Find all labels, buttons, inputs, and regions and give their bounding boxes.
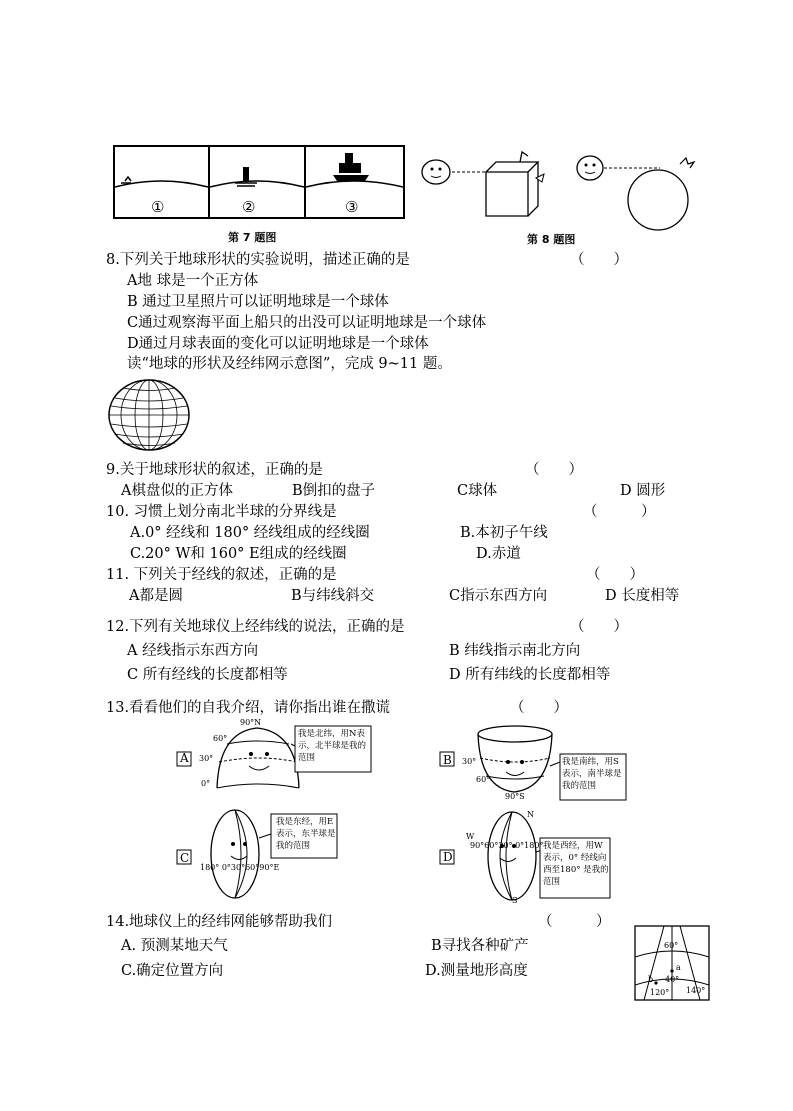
q12-stem: 12.下列有关地球仪上经纬线的说法，正确的是 — [106, 619, 405, 635]
grid-lat40: 40° — [665, 975, 680, 984]
grid-a: a — [676, 963, 681, 972]
q12-option-c: C 所有经线的长度都相等 — [127, 667, 288, 683]
figure-c-drawing — [175, 808, 375, 900]
figure-d-letter: D — [443, 850, 453, 864]
q12-option-b: B 纬线指示南北方向 — [449, 643, 581, 659]
q9-option-b: B倒扣的盘子 — [292, 483, 376, 499]
figure-a-lat0: 0° — [201, 779, 211, 788]
q9-answer-paren: （ ） — [525, 462, 583, 478]
q12-option-d: D 所有纬线的长度都相等 — [449, 667, 611, 683]
q11-option-d: D 长度相等 — [605, 588, 680, 604]
q8-option-c: C通过观察海平面上船只的出没可以证明地球是一个球体 — [127, 315, 487, 331]
globe-grid-figure — [107, 378, 191, 452]
panel-1-label: ① — [151, 198, 165, 216]
figure-8-drawing — [418, 148, 698, 238]
q12-answer-paren: （ ） — [570, 619, 628, 635]
q11-answer-paren: （ ） — [586, 567, 644, 583]
q9-option-d: D 圆形 — [620, 483, 666, 499]
figure-b-lat60: 60° — [476, 775, 491, 784]
q8-stem: 8.下列关于地球形状的实验说明，描述正确的是 — [106, 252, 410, 268]
q9-stem: 9.关于地球形状的叙述，正确的是 — [106, 462, 323, 478]
q10-option-b: B.本初子午线 — [460, 525, 548, 541]
figure-b-bubble: 我是南纬，用S表示，南半球是我的范围 — [562, 757, 622, 791]
q8-answer-paren: （ ） — [570, 252, 628, 268]
figure-b-letter: B — [443, 753, 452, 767]
q9-option-a: A棋盘似的正方体 — [121, 483, 233, 499]
figure-7-caption: 第 7 题图 — [228, 231, 277, 244]
figure-a-letter: A — [180, 751, 189, 765]
grid-lat60: 60° — [664, 941, 679, 950]
q11-stem: 11. 下列关于经线的叙述，正确的是 — [106, 567, 337, 583]
q11-option-c: C指示东西方向 — [449, 588, 548, 604]
panel-2-label: ② — [242, 198, 256, 216]
panel-3-label: ③ — [345, 198, 359, 216]
figure-a-bubble: 我是北纬，用N表示，北半球是我的范围 — [298, 729, 367, 763]
figure-d-drawing — [440, 808, 640, 904]
figure-c-bubble: 我是东经，用E表示，东半球是我的范围 — [276, 817, 336, 851]
figure-d-lon: 90°60°30° 0°180° — [470, 841, 544, 850]
q14-stem: 14.地球仪上的经纬网能够帮助我们 — [106, 914, 333, 930]
grid-b: b — [648, 975, 654, 984]
figure-b-lat90: 90°S — [505, 792, 525, 801]
figure-c-letter: C — [180, 851, 190, 865]
q14-answer-paren: （ ） — [538, 914, 611, 930]
figure-a-lat60: 60° — [213, 734, 228, 743]
q10-option-c: C.20° W和 160° E组成的经线圈 — [130, 546, 347, 562]
grid-lon140: 140° — [686, 986, 706, 995]
q8-option-a: A地 球是一个正方体 — [127, 273, 259, 289]
q10-option-a: A.0° 经线和 180° 经线组成的经线圈 — [130, 525, 370, 541]
q11-option-a: A都是圆 — [129, 588, 183, 604]
q10-option-d: D.赤道 — [476, 546, 521, 562]
figure-b-lat30: 30° — [462, 757, 477, 766]
figure-d-north: N — [527, 810, 534, 819]
q13-stem: 13.看看他们的自我介绍，请你指出谁在撒谎 — [106, 700, 391, 716]
q8-option-b: B 通过卫星照片可以证明地球是一个球体 — [127, 294, 389, 310]
figure-d-bubble: 我是西经，用W表示，0° 经线向西至180° 是我的范围 — [543, 841, 609, 887]
figure-8-caption: 第 8 题图 — [527, 233, 576, 246]
q14-option-d: D.测量地形高度 — [425, 963, 528, 979]
q12-option-a: A 经线指示东西方向 — [127, 643, 259, 659]
figure-d-south: S — [512, 896, 518, 905]
q14-option-a: A. 预测某地天气 — [121, 938, 228, 954]
section-intro: 读“地球的形状及经纬网示意图”，完成 9~11 题。 — [127, 356, 452, 372]
figure-c-lon: 180° 0°30°60°90°E — [200, 863, 280, 872]
q8-option-d: D通过月球表面的变化可以证明地球是一个球体 — [127, 336, 429, 352]
q10-stem: 10. 习惯上划分南北半球的分界线是 — [106, 504, 337, 520]
q11-option-b: B与纬线斜交 — [291, 588, 375, 604]
figure-a-lat30: 30° — [199, 754, 214, 763]
figure-d-west: W — [466, 832, 475, 841]
q13-answer-paren: （ ） — [510, 700, 568, 716]
grid-lon120: 120° — [650, 988, 670, 997]
q9-option-c: C球体 — [457, 483, 498, 499]
q14-option-b: B寻找各种矿产 — [431, 938, 529, 954]
q14-option-c: C.确定位置方向 — [121, 963, 224, 979]
figure-a-lat90: 90°N — [240, 718, 262, 727]
q10-answer-paren: （ ） — [583, 504, 656, 520]
